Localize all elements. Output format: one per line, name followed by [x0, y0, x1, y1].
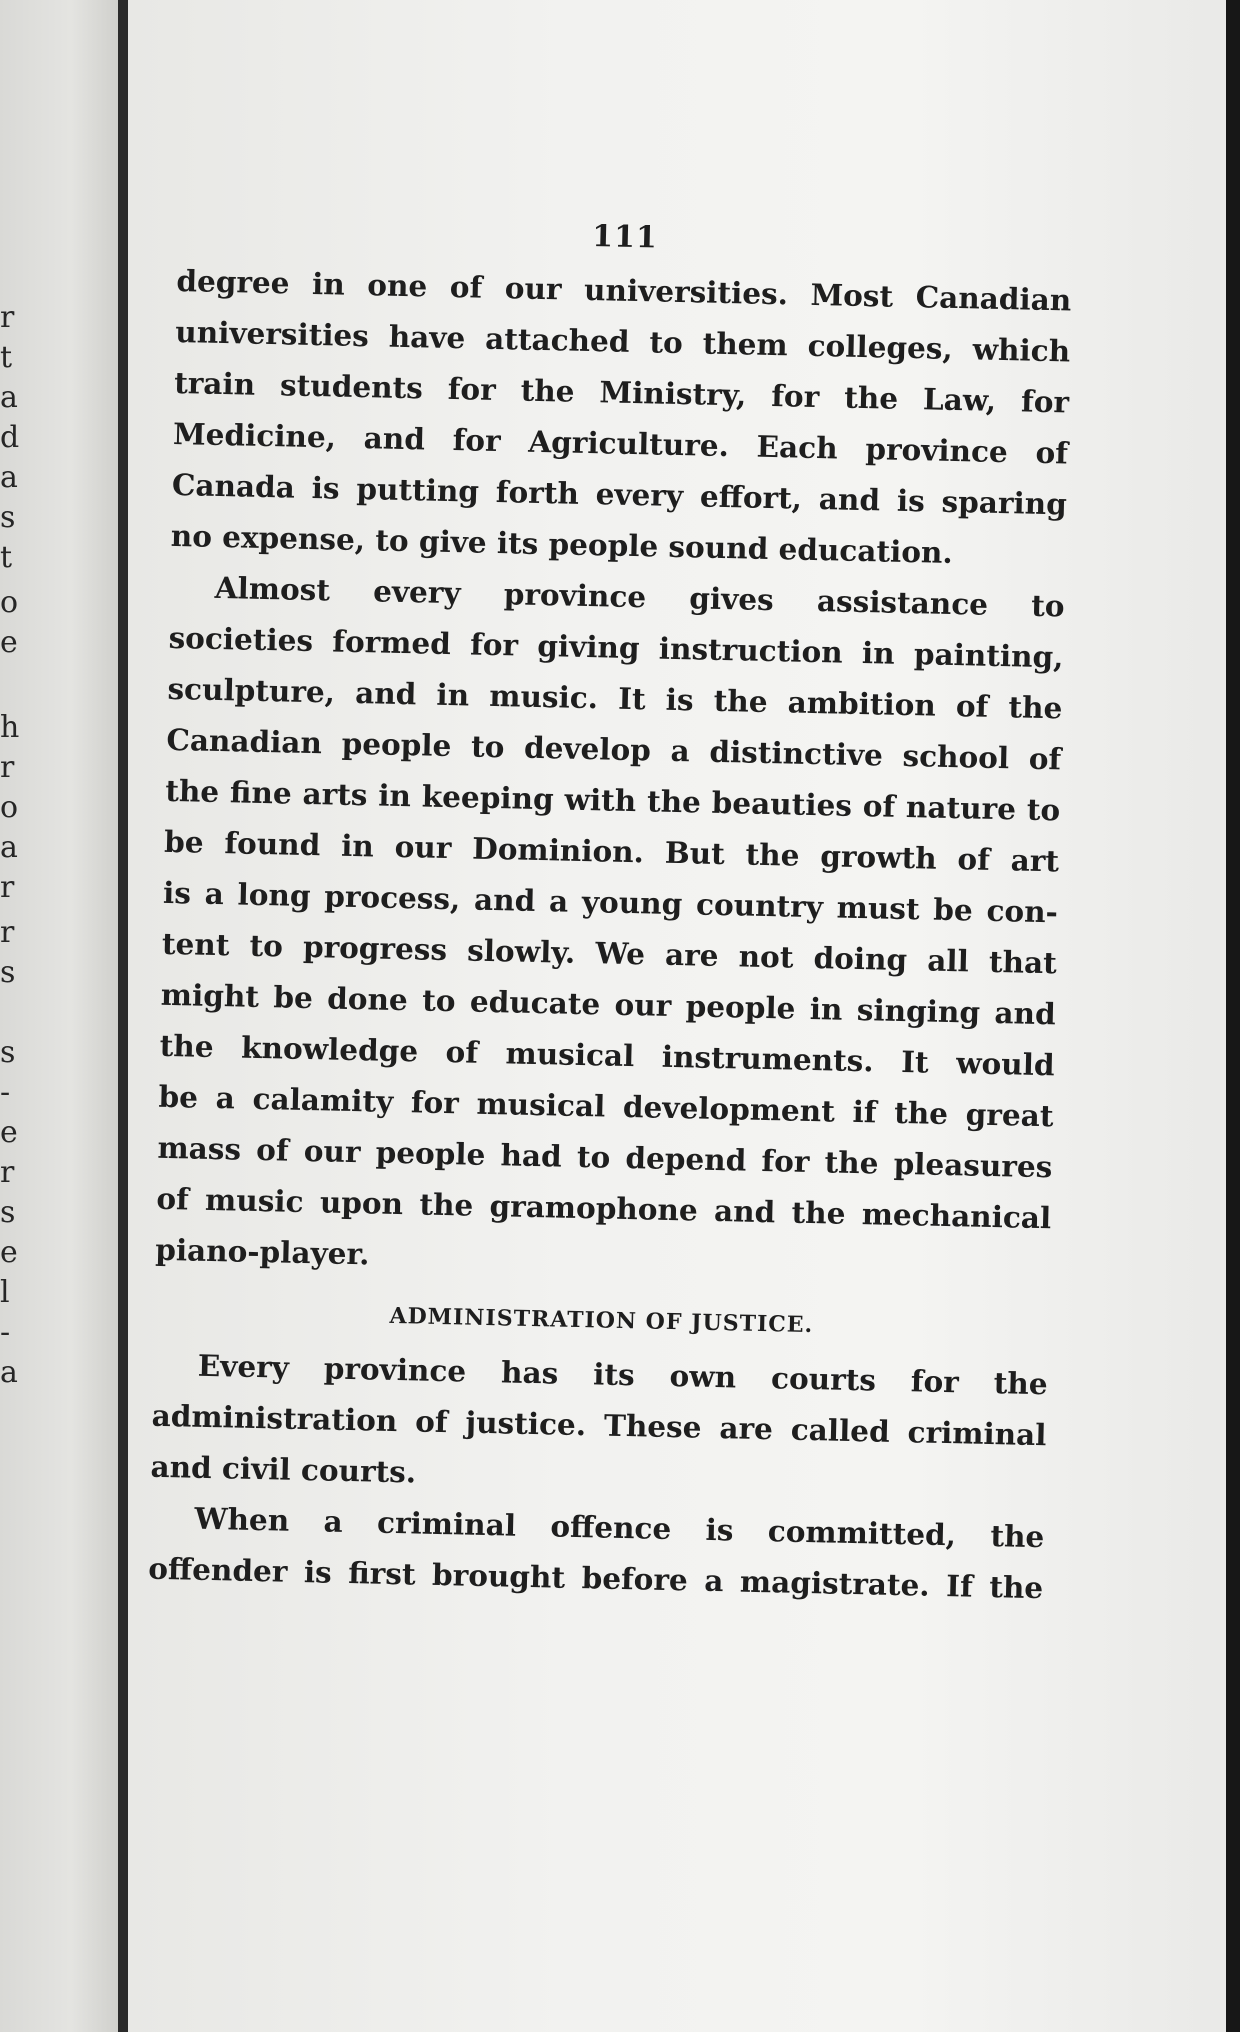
book-gutter: [118, 0, 128, 2032]
text-line: the knowledge of musical instruments. It would: [159, 1027, 1055, 1083]
paragraph-4: [148, 1492, 1045, 1614]
text-line: the fine arts in keeping with the beauties of nature to: [164, 772, 1061, 828]
margin-letter: l: [0, 1275, 10, 1310]
margin-letter: -: [0, 1315, 11, 1350]
text-line: be found in our Dominion. But the growth of art: [163, 823, 1060, 879]
margin-letter: e: [0, 1235, 18, 1270]
text-line: universities have attached to them colleges, which: [174, 313, 1071, 369]
text-line: Every province has its own courts for the: [197, 1347, 1048, 1402]
margin-letter: t: [0, 340, 13, 375]
text-line: Medicine, and for Agriculture. Each province of: [172, 415, 1069, 471]
margin-letter: r: [0, 300, 15, 335]
margin-letter: r: [0, 1155, 15, 1190]
text-line: When a criminal offence is committed, the: [194, 1500, 1045, 1555]
text-line: no expense, to give its people sound education.: [170, 517, 954, 570]
text-line: be a calamity for musical development if the great: [158, 1078, 1054, 1134]
margin-letter: s: [0, 500, 16, 535]
page-number: 111: [591, 219, 659, 256]
text-line: Canadian people to develop a distinctive school of: [166, 721, 1062, 777]
right-page-edge: [1226, 0, 1240, 2032]
text-line: degree in one of our universities. Most Canadian: [176, 262, 1072, 318]
paragraph-3: [150, 1339, 1048, 1511]
margin-letter: r: [0, 870, 15, 905]
text-line: and civil courts.: [150, 1448, 417, 1490]
text-line: tent to progress slowly. We are not doing all that: [161, 925, 1058, 981]
page-text: [148, 210, 1073, 1613]
margin-letter: a: [0, 830, 18, 865]
text-line: of music upon the gramophone and the mechanical: [156, 1180, 1052, 1236]
paragraph-1: [170, 255, 1071, 580]
margin-letter: o: [0, 790, 19, 825]
margin-letter: a: [0, 460, 18, 495]
text-line: might be done to educate our people in singing and: [160, 976, 1057, 1032]
text-line: societies formed for giving instruction in painting,: [168, 619, 1064, 675]
text-line: train students for the Ministry, for the Law, for: [173, 364, 1070, 420]
margin-letter: a: [0, 380, 18, 415]
margin-letter: e: [0, 1115, 18, 1150]
margin-letter: s: [0, 955, 16, 990]
paragraph-2: [155, 561, 1065, 1294]
section-heading: ADMINISTRATION OF JUSTICE.: [389, 1302, 814, 1339]
margin-letter: d: [0, 420, 20, 455]
margin-letter: s: [0, 1035, 16, 1070]
margin-letter: t: [0, 540, 13, 575]
margin-letter: r: [0, 915, 15, 950]
text-line: Canada is putting forth every effort, and is sparing: [171, 466, 1068, 522]
margin-letter: s: [0, 1195, 16, 1230]
text-line: is a long process, and a young country must be con-: [162, 874, 1059, 930]
margin-letter: h: [0, 710, 20, 745]
text-line: mass of our people had to depend for the pleasures: [157, 1129, 1053, 1185]
margin-letter: e: [0, 625, 18, 660]
text-line: offender is first brought before a magistrate. If the: [147, 1550, 1044, 1606]
text-line: Almost every province gives assistance to: [214, 569, 1065, 624]
margin-letter: r: [0, 750, 15, 785]
margin-letter: a: [0, 1355, 18, 1390]
text-line: piano-player.: [154, 1231, 370, 1272]
margin-letter: -: [0, 1075, 11, 1110]
text-line: administration of justice. These are called criminal: [151, 1397, 1047, 1453]
margin-letter: o: [0, 585, 19, 620]
text-line: sculpture, and in music. It is the ambition of the: [167, 670, 1063, 726]
left-page-edge: [0, 0, 118, 2032]
